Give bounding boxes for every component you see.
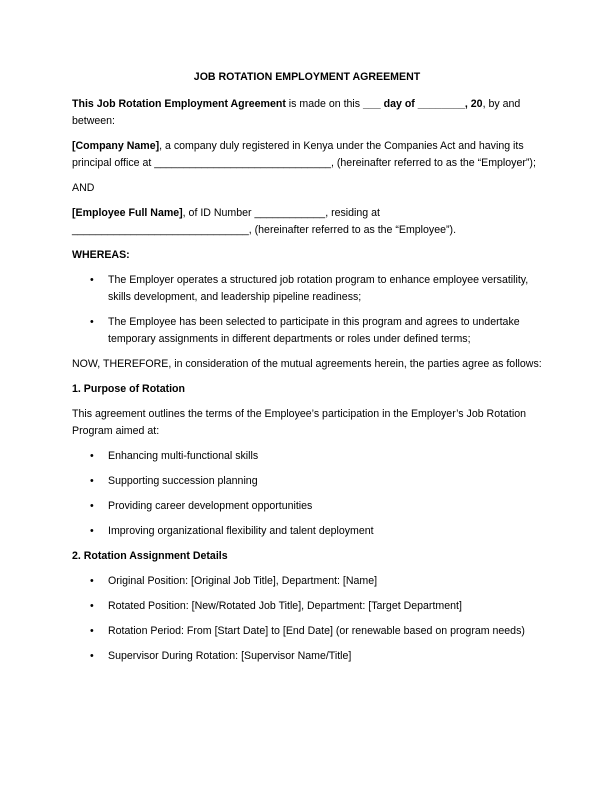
intro-text-b: , by and between: (72, 98, 521, 127)
list-item (72, 314, 542, 348)
agreement-name: This Job Rotation Employment Agreement (72, 98, 286, 110)
list-item (72, 498, 542, 515)
employee-name-placeholder: [Employee Full Name] (72, 207, 183, 219)
and-separator: AND (72, 182, 95, 194)
section-1-list (72, 448, 542, 540)
list-item-text: Original Position: [Original Job Title], Department: [Name] (108, 575, 378, 587)
document-body (72, 69, 542, 673)
bullet-icon: • (90, 575, 94, 587)
list-item-text: Rotated Position: [New/Rotated Job Title], Department: [Target Department] (108, 600, 462, 612)
list-item (72, 648, 542, 665)
employee-text: , of ID Number ____________, residing at ______________________________, (hereinafter referred to as the “Employee”). (72, 207, 457, 236)
bullet-icon: • (90, 650, 94, 662)
list-item-text: Rotation Period: From [Start Date] to [End Date] (or renewable based on program needs) (108, 625, 525, 637)
list-item-text: The Employer operates a structured job rotation program to enhance employee versatility, skills development, and leadership pipeline readiness; (108, 274, 529, 303)
bullet-icon: • (90, 600, 94, 612)
company-name-placeholder: [Company Name] (72, 140, 160, 152)
now-therefore-paragraph: NOW, THEREFORE, in consideration of the mutual agreements herein, the parties agree as follows: (72, 358, 542, 370)
list-item-text: Providing career development opportunities (108, 500, 313, 512)
list-item-text: Improving organizational flexibility and talent deployment (108, 525, 374, 537)
list-item-text: Supervisor During Rotation: [Supervisor Name/Title] (108, 650, 352, 662)
bullet-icon: • (90, 625, 94, 637)
bullet-icon: • (90, 316, 94, 328)
bullet-icon: • (90, 500, 94, 512)
bullet-icon: • (90, 274, 94, 286)
whereas-heading: WHEREAS: (72, 249, 130, 261)
company-paragraph (72, 138, 542, 172)
section-1-heading: 1. Purpose of Rotation (72, 383, 186, 395)
list-item (72, 623, 542, 640)
date-blank: ___ day of ________, 20 (363, 98, 483, 110)
intro-paragraph (72, 96, 542, 130)
document-title: JOB ROTATION EMPLOYMENT AGREEMENT (193, 71, 421, 83)
section-2-list (72, 573, 542, 665)
list-item (72, 448, 542, 465)
intro-text-a: is made on this (285, 98, 363, 110)
list-item (72, 598, 542, 615)
company-text: , a company duly registered in Kenya under the Companies Act and having its principal office at ______________________________, (hereinafter referred to as the “Employer”); (72, 140, 536, 169)
section-2-heading: 2. Rotation Assignment Details (72, 550, 228, 562)
list-item-text: Enhancing multi-functional skills (108, 450, 259, 462)
list-item-text: Supporting succession planning (108, 475, 258, 487)
list-item (72, 573, 542, 590)
list-item-text: The Employee has been selected to participate in this program and agrees to undertake temporary assignments in different departments or roles under defined terms; (108, 316, 520, 345)
whereas-list (72, 272, 542, 348)
bullet-icon: • (90, 475, 94, 487)
employee-paragraph (72, 205, 542, 239)
list-item (72, 272, 542, 306)
list-item (72, 473, 542, 490)
list-item (72, 523, 542, 540)
section-1-text: This agreement outlines the terms of the Employee’s participation in the Employer’s Job Rotation Program aimed at: (72, 408, 527, 437)
bullet-icon: • (90, 525, 94, 537)
bullet-icon: • (90, 450, 94, 462)
